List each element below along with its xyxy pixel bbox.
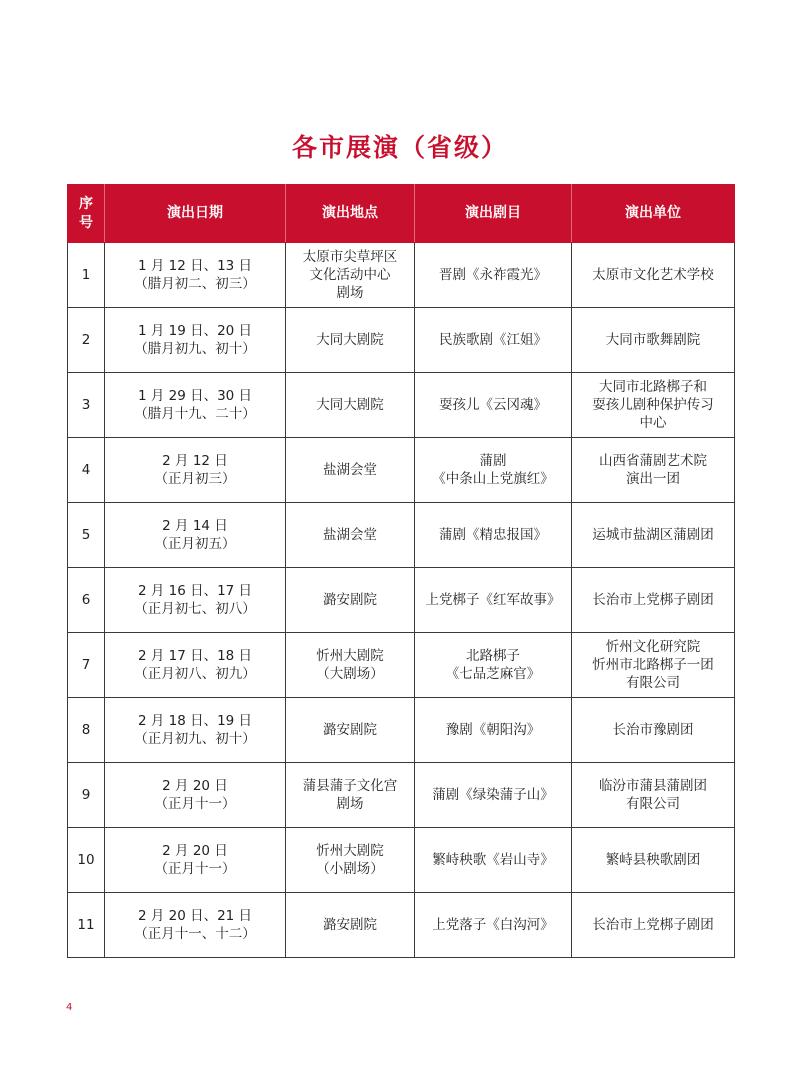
table-row <box>68 568 735 633</box>
table-row <box>68 243 735 308</box>
cell-troupe: 太原市文化艺术学校 <box>572 243 735 308</box>
table-header <box>68 185 735 243</box>
cell-index: 10 <box>68 828 105 893</box>
cell-venue: 忻州大剧院 （大剧场） <box>286 633 415 698</box>
cell-index: 7 <box>68 633 105 698</box>
cell-date: 2 月 20 日 （正月十一） <box>105 828 286 893</box>
cell-date: 1 月 12 日、13 日 （腊月初二、初三） <box>105 243 286 308</box>
page-title: 各市展演（省级） <box>291 133 508 162</box>
cell-venue: 盐湖会堂 <box>286 438 415 503</box>
cell-date: 2 月 20 日 （正月十一） <box>105 763 286 828</box>
header-date: 演出日期 <box>105 185 286 243</box>
cell-venue: 蒲县蒲子文化宫 剧场 <box>286 763 415 828</box>
cell-venue: 潞安剧院 <box>286 698 415 763</box>
cell-program: 晋剧《永祚霞光》 <box>415 243 572 308</box>
cell-program: 繁峙秧歌《岩山寺》 <box>415 828 572 893</box>
cell-date: 2 月 16 日、17 日 （正月初七、初八） <box>105 568 286 633</box>
cell-program: 豫剧《朝阳沟》 <box>415 698 572 763</box>
cell-troupe: 长治市上党梆子剧团 <box>572 893 735 958</box>
cell-troupe: 运城市盐湖区蒲剧团 <box>572 503 735 568</box>
performance-table <box>67 184 735 958</box>
cell-date: 2 月 18 日、19 日 （正月初九、初十） <box>105 698 286 763</box>
cell-program: 民族歌剧《江姐》 <box>415 308 572 373</box>
header-venue: 演出地点 <box>286 185 415 243</box>
header-row <box>68 185 735 243</box>
table-row <box>68 828 735 893</box>
cell-index: 5 <box>68 503 105 568</box>
cell-program: 上党梆子《红军故事》 <box>415 568 572 633</box>
cell-index: 6 <box>68 568 105 633</box>
cell-date: 2 月 12 日 （正月初三） <box>105 438 286 503</box>
table-row <box>68 633 735 698</box>
table-row <box>68 373 735 438</box>
cell-venue: 太原市尖草坪区 文化活动中心 剧场 <box>286 243 415 308</box>
table-row <box>68 438 735 503</box>
cell-troupe: 长治市上党梆子剧团 <box>572 568 735 633</box>
cell-troupe: 大同市北路梆子和 耍孩儿剧种保护传习 中心 <box>572 373 735 438</box>
table-row <box>68 503 735 568</box>
cell-program: 耍孩儿《云冈魂》 <box>415 373 572 438</box>
cell-program: 蒲剧 《中条山上党旗红》 <box>415 438 572 503</box>
cell-index: 9 <box>68 763 105 828</box>
cell-index: 11 <box>68 893 105 958</box>
cell-venue: 盐湖会堂 <box>286 503 415 568</box>
cell-index: 4 <box>68 438 105 503</box>
cell-index: 8 <box>68 698 105 763</box>
cell-troupe: 山西省蒲剧艺术院 演出一团 <box>572 438 735 503</box>
cell-venue: 潞安剧院 <box>286 893 415 958</box>
cell-index: 1 <box>68 243 105 308</box>
table-row <box>68 308 735 373</box>
cell-venue: 忻州大剧院 （小剧场） <box>286 828 415 893</box>
cell-program: 北路梆子 《七品芝麻官》 <box>415 633 572 698</box>
cell-date: 2 月 14 日 （正月初五） <box>105 503 286 568</box>
header-troupe: 演出单位 <box>572 185 735 243</box>
table-body <box>68 243 735 958</box>
cell-index: 3 <box>68 373 105 438</box>
cell-program: 蒲剧《绿染蒲子山》 <box>415 763 572 828</box>
cell-troupe: 临汾市蒲县蒲剧团 有限公司 <box>572 763 735 828</box>
cell-index: 2 <box>68 308 105 373</box>
cell-troupe: 忻州文化研究院 忻州市北路梆子一团 有限公司 <box>572 633 735 698</box>
header-program: 演出剧目 <box>415 185 572 243</box>
table-row <box>68 893 735 958</box>
page-number: 4 <box>66 1002 73 1013</box>
cell-program: 上党落子《白沟河》 <box>415 893 572 958</box>
cell-troupe: 大同市歌舞剧院 <box>572 308 735 373</box>
table-row <box>68 698 735 763</box>
cell-venue: 潞安剧院 <box>286 568 415 633</box>
cell-date: 2 月 17 日、18 日 （正月初八、初九） <box>105 633 286 698</box>
table-row <box>68 763 735 828</box>
cell-program: 蒲剧《精忠报国》 <box>415 503 572 568</box>
cell-venue: 大同大剧院 <box>286 308 415 373</box>
cell-date: 1 月 29 日、30 日 （腊月十九、二十） <box>105 373 286 438</box>
cell-date: 2 月 20 日、21 日 （正月十一、十二） <box>105 893 286 958</box>
cell-troupe: 繁峙县秧歌剧团 <box>572 828 735 893</box>
cell-troupe: 长治市豫剧团 <box>572 698 735 763</box>
cell-date: 1 月 19 日、20 日 （腊月初九、初十） <box>105 308 286 373</box>
header-index: 序 号 <box>68 185 105 243</box>
cell-venue: 大同大剧院 <box>286 373 415 438</box>
